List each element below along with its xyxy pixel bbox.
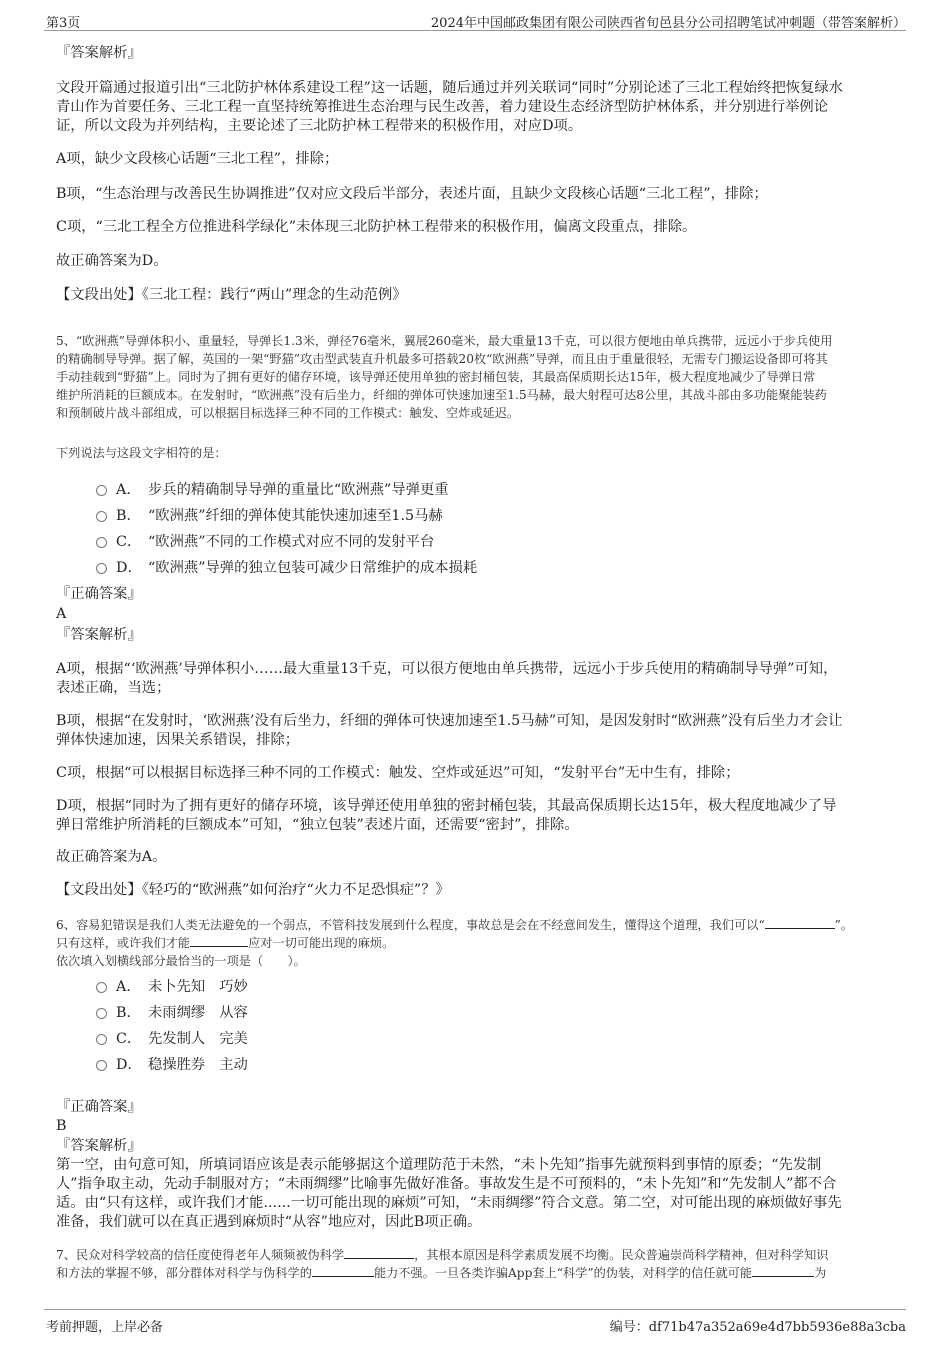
q4-option-a-analysis: A项，缺少文段核心话题“三北工程”，排除； <box>56 151 339 167</box>
q7-stem-text: 为 <box>814 1266 827 1280</box>
q5-conclusion: 故正确答案为A。 <box>56 849 167 865</box>
q5-stem <box>56 332 894 422</box>
q4-option-b-analysis: B项，“生态治理与改善民生协调推进”仅对应文段后半部分，表述片面，且缺少文段核心话题“三北工程”，排除； <box>56 186 768 202</box>
analysis-line: 适。由“只有这样，或许我们才能......一切可能出现的麻烦”可知，“未雨绸缪”符合文意。第二空，对可能出现的麻烦做好事先 <box>56 1195 842 1211</box>
analysis-line: 弹体快速加速，因果关系错误，排除； <box>56 732 300 748</box>
option-text: 步兵的精确制导导弹的重量比“欧洲燕”导弹更重 <box>148 482 449 498</box>
radio-icon[interactable] <box>96 1008 107 1019</box>
q5-option-a[interactable] <box>96 480 449 500</box>
q6-analysis <box>56 1156 894 1232</box>
q6-stem-line <box>56 934 894 952</box>
q5-option-d[interactable] <box>96 558 477 578</box>
header-divider <box>44 30 906 31</box>
radio-icon[interactable] <box>96 1034 107 1045</box>
radio-icon[interactable] <box>96 537 107 548</box>
option-word-2: 完美 <box>219 1031 248 1047</box>
option-key: A． <box>116 482 141 498</box>
option-key: B． <box>116 1005 141 1021</box>
q5-option-a-analysis <box>56 660 894 698</box>
option-text: “欧洲燕”导弹的独立包装可减少日常维护的成本损耗 <box>148 560 478 576</box>
footer-divider <box>44 1309 906 1310</box>
q7-stem-text: ，其根本原因是科学素质发展不均衡。民众普遍崇尚科学精神，但对科学知识 <box>414 1248 829 1262</box>
option-word-2: 主动 <box>219 1057 248 1073</box>
analysis-line: D项，根据“同时为了拥有更好的储存环境，该导弹还使用单独的密封桶包装，其最高保质期长达15年，极大程度地减少了导 <box>56 798 837 814</box>
radio-icon[interactable] <box>96 485 107 496</box>
radio-icon[interactable] <box>96 563 107 574</box>
q4-conclusion: 故正确答案为D。 <box>56 253 168 269</box>
q5-stem-line: 5、“欧洲燕”导弹体积小、重量轻，导弹长1.3米，弹径76毫米，翼展260毫米，最大重量13千克，可以很方便地由单兵携带，远远小于步兵使用 <box>56 334 833 348</box>
option-word-2: 巧妙 <box>219 979 248 995</box>
q6-option-d[interactable] <box>96 1055 248 1075</box>
option-key: C． <box>116 1031 142 1047</box>
option-key: D． <box>116 560 142 576</box>
q7-stem-text: 能力不强。一旦各类诈骗App套上“科学”的伪装，对科学的信任就可能 <box>373 1266 753 1280</box>
answer-blank <box>752 1264 814 1277</box>
q5-stem-line: 的精确制导导弹。据了解，英国的一架“野猫”攻击型武装直升机最多可搭载20枚“欧洲燕”导弹，而且由于重量很轻，无需专门搬运设备即可将其 <box>56 352 828 366</box>
q5-option-c-analysis: C项，根据“可以根据目标选择三种不同的工作模式：触发、空炸或延迟”可知，“发射平台”无中生有，排除； <box>56 765 740 781</box>
answer-blank <box>190 934 248 947</box>
answer-blank <box>312 1264 374 1277</box>
q7-stem <box>56 1246 894 1282</box>
option-text: “欧洲燕”纤细的弹体使其能快速加速至1.5马赫 <box>148 508 443 524</box>
q6-correct-label: 『正确答案』 <box>56 1099 142 1115</box>
q5-option-c[interactable] <box>96 532 434 552</box>
option-key: B． <box>116 508 141 524</box>
document-id: 编号：df71b47a352a69e4d7bb5936e88a3cba <box>609 1320 906 1335</box>
option-key: C． <box>116 534 142 550</box>
option-key: D． <box>116 1057 142 1073</box>
option-key: A． <box>116 979 141 995</box>
q4-para1-line: 文段开篇通过报道引出“三北防护林体系建设工程”这一话题，随后通过并列关联词“同时”分别论述了三北工程始终把恢复绿水 <box>56 80 843 96</box>
q7-stem-line <box>56 1264 894 1282</box>
page-number: 第3页 <box>46 16 81 31</box>
footer-slogan: 考前押题，上岸必备 <box>46 1320 164 1335</box>
q5-stem-line: 维护所消耗的巨额成本。在发射时，“欧洲燕”没有后坐力，纤细的弹体可快速加速至1.5马赫，最大射程可达8公里，其战斗部由多功能聚能装药 <box>56 388 827 402</box>
radio-icon[interactable] <box>96 511 107 522</box>
option-word-1: 未雨绸缪 <box>148 1005 206 1021</box>
q5-correct-label: 『正确答案』 <box>56 586 142 602</box>
radio-icon[interactable] <box>96 982 107 993</box>
q5-option-b[interactable] <box>96 506 443 526</box>
analysis-line: A项，根据“‘欧洲燕’导弹体积小……最大重量13千克，可以很方便地由单兵携带，远远小于步兵使用的精确制导导弹”可知， <box>56 661 838 677</box>
document-title: 2024年中国邮政集团有限公司陕西省旬邑县分公司招聘笔试冲刺题（带答案解析） <box>430 16 906 31</box>
q5-option-b-analysis <box>56 712 894 750</box>
q6-stem-line <box>56 916 894 934</box>
analysis-line: 第一空，由句意可知，所填词语应该是表示能够据这个道理防范于未然，“未卜先知”指事先就预料到事情的原委；“先发制 <box>56 1157 822 1173</box>
q6-option-b[interactable] <box>96 1003 248 1023</box>
q6-stem-text: 6、容易犯错误是我们人类无法避免的一个弱点，不管科技发展到什么程度，事故总是会在不经意间发生，懂得这个道理，我们可以“ <box>56 918 765 932</box>
q6-stem-text: ”。 <box>834 918 854 932</box>
option-word-1: 先发制人 <box>148 1031 206 1047</box>
analysis-line: 弹日常维护所消耗的巨额成本”可知，“独立包装”表述片面，还需要“密封”，排除。 <box>56 817 579 833</box>
analysis-line: 人”指争取主动，先动手制服对方；“未雨绸缪”比喻事先做好准备。事故发生是不可预料的，“未卜先知”和“先发制人”都不合 <box>56 1176 837 1192</box>
q5-question: 下列说法与这段文字相符的是： <box>56 446 227 460</box>
q5-correct-answer: A <box>56 606 67 622</box>
q4-analysis-para1 <box>56 79 894 136</box>
q6-question: 依次填入划横线部分最恰当的一项是（ ）。 <box>56 954 306 968</box>
q7-stem-text: 和方法的掌握不够，部分群体对科学与伪科学的 <box>56 1266 312 1280</box>
q5-stem-line: 手动挂载到“野猫”上。同时为了拥有更好的储存环境，该导弹还使用单独的密封桶包装，其最高保质期长达15年，极大程度地减少了导弹日常 <box>56 370 816 384</box>
q4-option-c-analysis: C项，“三北工程全方位推进科学绿化”未体现三北防护林工程带来的积极作用，偏离文段重点，排除。 <box>56 219 697 235</box>
answer-blank <box>344 1246 414 1259</box>
q6-analysis-label: 『答案解析』 <box>56 1138 142 1154</box>
q4-source: 【文段出处】《三北工程：践行“两山”理念的生动范例》 <box>56 287 407 303</box>
q7-stem-line <box>56 1246 894 1264</box>
q6-option-c[interactable] <box>96 1029 248 1049</box>
q4-para1-line: 青山作为首要任务、三北工程一直坚持统筹推进生态治理与民生改善，着力建设生态经济型防护林体系，并分别进行举例论 <box>56 99 829 115</box>
q4-analysis-label: 『答案解析』 <box>56 45 142 61</box>
option-word-1: 稳操胜券 <box>148 1057 206 1073</box>
radio-icon[interactable] <box>96 1060 107 1071</box>
analysis-line: B项，根据“在发射时，‘欧洲燕’没有后坐力，纤细的弹体可快速加速至1.5马赫”可知，是因发射时“欧洲燕”没有后坐力才会让 <box>56 713 843 729</box>
analysis-line: 准备，我们就可以在真正遇到麻烦时“从容”地应对，因此B项正确。 <box>56 1214 482 1230</box>
q4-para1-line: 证，所以文段为并列结构，主要论述了三北防护林工程带来的积极作用，对应D项。 <box>56 118 583 134</box>
q7-stem-text: 7、民众对科学较高的信任度使得老年人频频被伪科学 <box>56 1248 345 1262</box>
q5-source: 【文段出处】《轻巧的“欧洲燕”如何治疗“火力不足恐惧症”？》 <box>56 882 450 898</box>
q5-analysis-label: 『答案解析』 <box>56 627 142 643</box>
page-header <box>0 0 950 31</box>
option-word-1: 未卜先知 <box>148 979 206 995</box>
q6-option-a[interactable] <box>96 977 248 997</box>
q6-correct-answer: B <box>56 1118 67 1134</box>
q6-stem-text: 只有这样，或许我们才能 <box>56 936 191 950</box>
option-text: “欧洲燕”不同的工作模式对应不同的发射平台 <box>148 534 435 550</box>
q6-stem <box>56 916 894 970</box>
q5-stem-line: 和预制破片战斗部组成，可以根据目标选择三种不同的工作模式：触发、空炸或延迟。 <box>56 406 520 420</box>
q6-stem-text: 应对一切可能出现的麻烦。 <box>248 936 395 950</box>
q5-option-d-analysis <box>56 797 894 835</box>
analysis-line: 表述正确，当选； <box>56 680 171 696</box>
answer-blank <box>765 916 835 929</box>
option-word-2: 从容 <box>219 1005 248 1021</box>
